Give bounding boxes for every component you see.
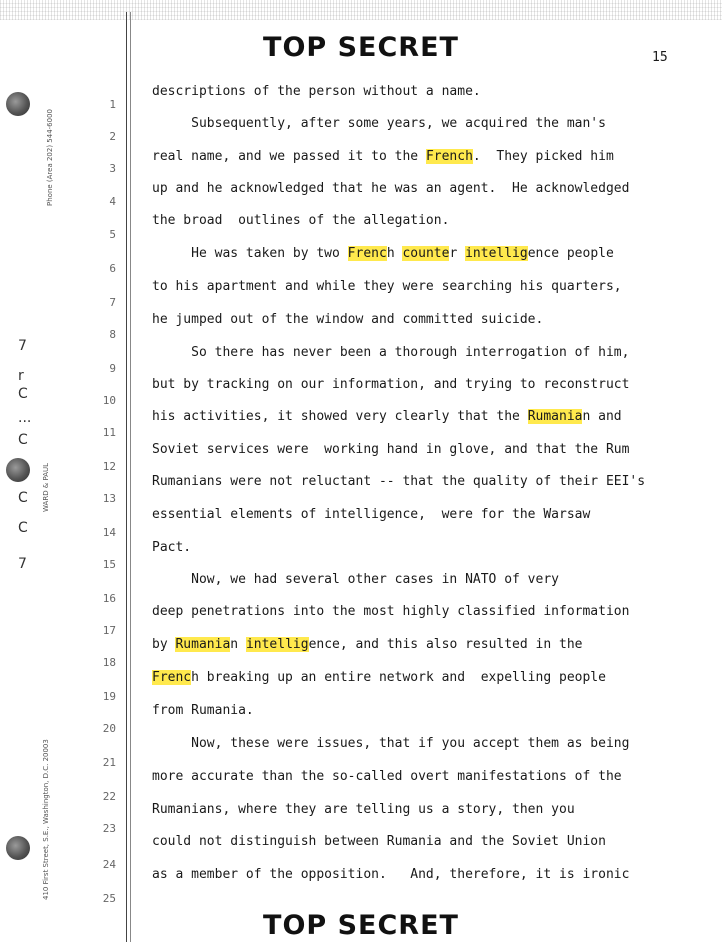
line-text: Pact.	[152, 540, 192, 555]
line-text: ence, and this also resulted in the	[308, 637, 583, 652]
transcript-line	[152, 279, 712, 295]
line-text: the broad outlines of the allegation.	[152, 213, 450, 228]
line-text: He was taken by two	[152, 246, 348, 261]
margin-rule	[126, 12, 127, 942]
line-number: 20	[102, 722, 116, 735]
line-number: 8	[109, 328, 116, 341]
line-text: by	[152, 637, 176, 652]
transcript-line	[152, 834, 712, 850]
handwritten-mark: C	[18, 386, 28, 402]
transcript-line	[152, 84, 712, 100]
line-text: to his apartment and while they were searching his quarters,	[152, 279, 622, 294]
line-number: 24	[102, 858, 116, 871]
transcript-line	[152, 736, 712, 752]
handwritten-mark: ...	[18, 410, 32, 426]
handwritten-mark: C	[18, 490, 28, 506]
line-text: as a member of the opposition. And, therefore, it is ironic	[152, 867, 630, 882]
line-number: 10	[102, 394, 116, 407]
transcript-line	[152, 246, 712, 262]
line-text: descriptions of the person without a name.	[152, 84, 481, 99]
line-text: ence people	[527, 246, 614, 261]
classification-stamp-bottom: TOP SECRET	[263, 910, 459, 941]
line-text: Subsequently, after some years, we acquired the man's	[152, 116, 606, 131]
line-text: his activities, it showed very clearly that the	[152, 409, 528, 424]
handwritten-mark: 7	[18, 338, 27, 354]
highlighted-term: Frenc	[152, 670, 192, 685]
line-text: r	[449, 246, 466, 261]
line-text: from Rumania.	[152, 703, 254, 718]
transcript-line	[152, 670, 712, 686]
line-text: he jumped out of the window and committed suicide.	[152, 312, 544, 327]
transcript-line	[152, 312, 712, 328]
reporter-name: WARD & PAUL	[42, 462, 50, 512]
line-number: 2	[109, 130, 116, 143]
line-text: n and	[582, 409, 622, 424]
punch-hole-icon	[6, 458, 30, 482]
highlighted-term: counte	[402, 246, 450, 261]
transcript-line	[152, 377, 712, 393]
highlighted-term: Rumania	[175, 637, 231, 652]
transcript-line	[152, 867, 712, 883]
line-number: 25	[102, 892, 116, 905]
line-number: 1	[109, 98, 116, 111]
handwritten-mark: r	[18, 368, 24, 384]
punch-hole-icon	[6, 92, 30, 116]
margin-rule-inner	[130, 12, 131, 942]
line-number: 21	[102, 756, 116, 769]
transcript-line	[152, 474, 712, 490]
line-number: 3	[109, 162, 116, 175]
transcript-line	[152, 409, 712, 425]
highlighted-term: Frenc	[347, 246, 387, 261]
line-text: up and he acknowledged that he was an agent. He acknowledged	[152, 181, 630, 196]
reporter-phone: Phone (Area 202) 544-6000	[46, 109, 54, 206]
transcript-line	[152, 181, 712, 197]
classification-stamp-top: TOP SECRET	[263, 32, 459, 63]
line-number: 19	[102, 690, 116, 703]
line-number: 17	[102, 624, 116, 637]
line-number: 23	[102, 822, 116, 835]
line-number: 22	[102, 790, 116, 803]
line-text: Now, these were issues, that if you accept them as being	[152, 736, 630, 751]
line-text: real name, and we passed it to the	[152, 149, 426, 164]
line-number: 18	[102, 656, 116, 669]
line-number: 12	[102, 460, 116, 473]
line-text: h	[386, 246, 403, 261]
line-text: more accurate than the so-called overt manifestations of the	[152, 769, 622, 784]
line-text: h breaking up an entire network and expelling people	[191, 670, 606, 685]
line-text: Rumanians, where they are telling us a story, then you	[152, 802, 575, 817]
page-number: 15	[652, 50, 668, 65]
line-text: . They picked him	[472, 149, 614, 164]
highlighted-term: intellig	[465, 246, 528, 261]
left-margin	[0, 0, 126, 942]
transcript-line	[152, 703, 712, 719]
handwritten-mark: C	[18, 520, 28, 536]
line-text: Soviet services were working hand in glove, and that the Rum	[152, 442, 630, 457]
transcript-line	[152, 802, 712, 818]
transcript-line	[152, 149, 712, 165]
transcript-line	[152, 507, 712, 523]
highlighted-term: Rumania	[527, 409, 583, 424]
transcript-line	[152, 116, 712, 132]
transcript-line	[152, 637, 712, 653]
line-number: 6	[109, 262, 116, 275]
line-number: 14	[102, 526, 116, 539]
punch-hole-icon	[6, 836, 30, 860]
line-text: n	[230, 637, 246, 652]
highlighted-term: French	[425, 149, 473, 164]
line-number: 13	[102, 492, 116, 505]
line-number: 4	[109, 195, 116, 208]
transcript-line	[152, 769, 712, 785]
line-number: 7	[109, 296, 116, 309]
line-number: 15	[102, 558, 116, 571]
line-text: could not distinguish between Rumania and the Soviet Union	[152, 834, 606, 849]
line-text: essential elements of intelligence, were for the Warsaw	[152, 507, 591, 522]
line-number: 9	[109, 362, 116, 375]
transcript-line	[152, 213, 712, 229]
transcript-line	[152, 345, 712, 361]
line-text: So there has never been a thorough interrogation of him,	[152, 345, 630, 360]
handwritten-mark: 7	[18, 556, 27, 572]
line-text: deep penetrations into the most highly classified information	[152, 604, 630, 619]
line-number: 11	[102, 426, 116, 439]
reporter-address: 410 First Street, S.E., Washington, D.C. 20003	[42, 739, 50, 900]
line-text: but by tracking on our information, and trying to reconstruct	[152, 377, 630, 392]
highlighted-term: intellig	[245, 637, 309, 652]
transcript-line	[152, 604, 712, 620]
handwritten-mark: C	[18, 432, 28, 448]
line-number: 16	[102, 592, 116, 605]
line-text: Rumanians were not reluctant -- that the quality of their EEI's	[152, 474, 646, 489]
transcript-line	[152, 442, 712, 458]
transcript-line	[152, 572, 712, 588]
transcript-line	[152, 540, 712, 556]
line-text: Now, we had several other cases in NATO of very	[152, 572, 559, 587]
line-number: 5	[109, 228, 116, 241]
